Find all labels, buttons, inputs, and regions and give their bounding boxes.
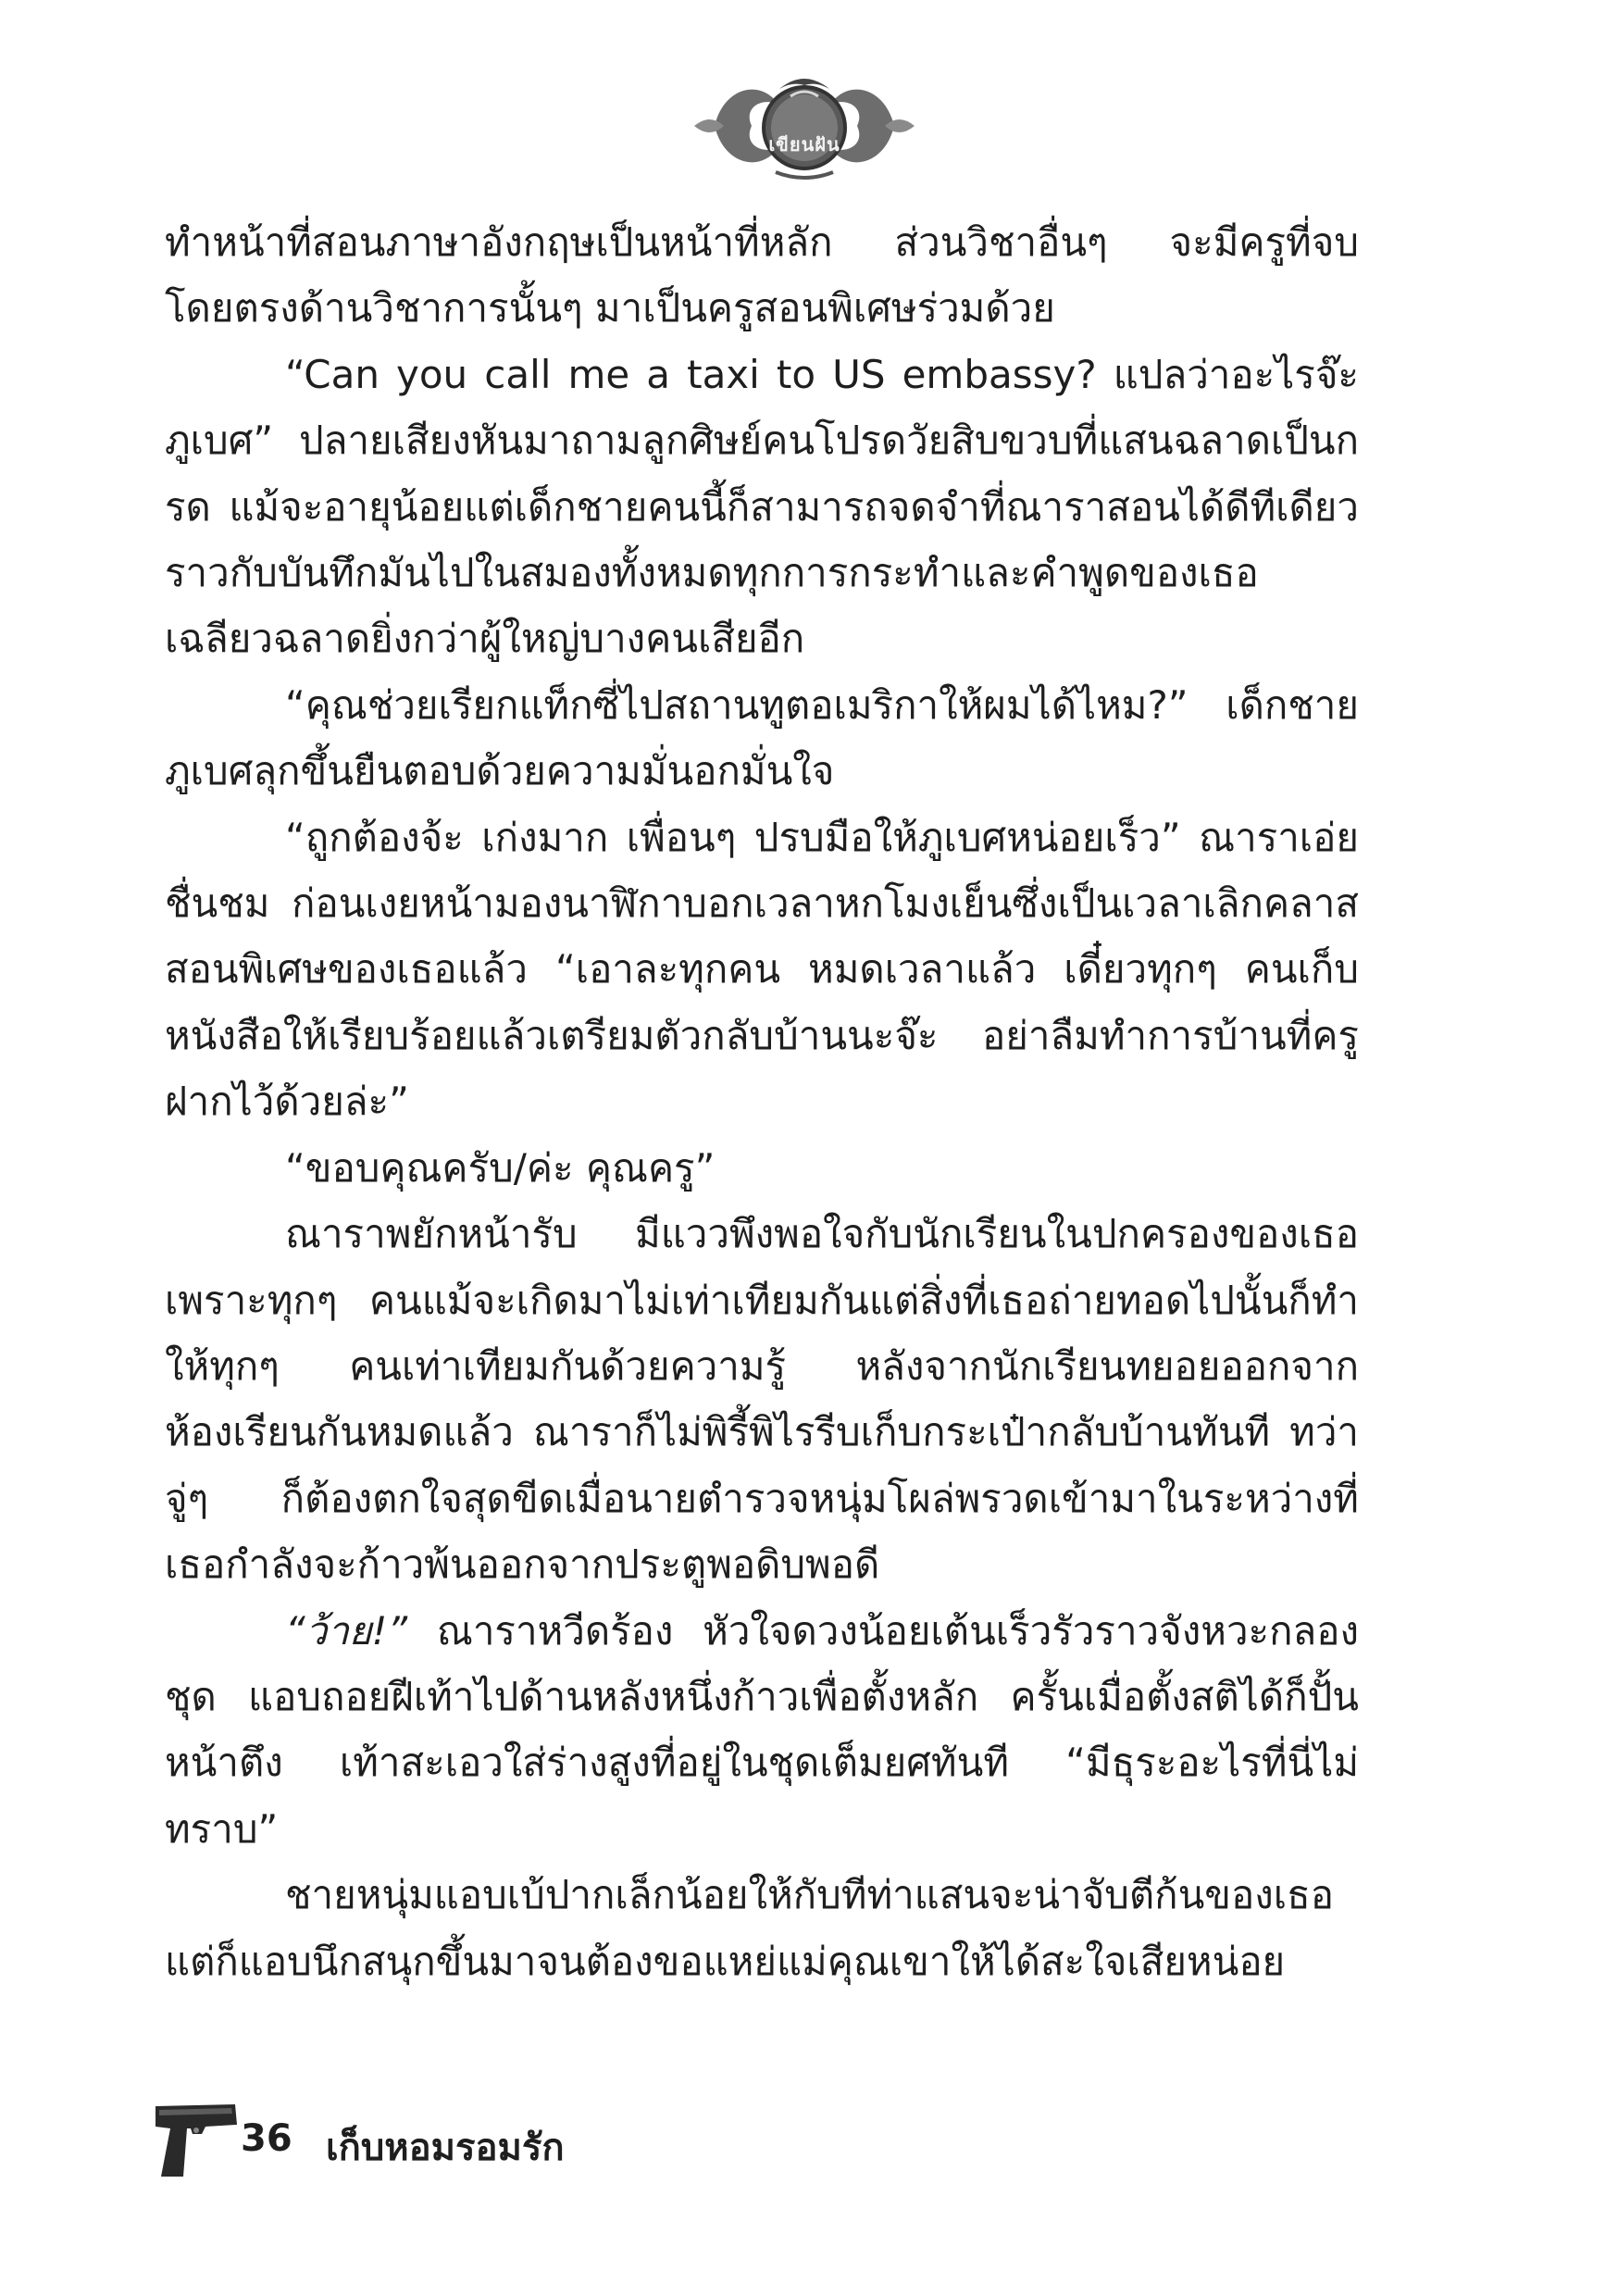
paragraph: “คุณช่วยเรียกแท็กซี่ไปสถานทูตอเมริกาให้ผมได้ไหม?” เด็กชายภูเบศลุกขึ้นยืนตอบด้วยความมั่นอกมั่นใจ [165, 681, 1359, 794]
header-logo [687, 69, 922, 183]
paragraph: “ขอบคุณครับ/ค่ะ คุณครู” [285, 1144, 716, 1191]
logo-text: เขียนฝัน [768, 133, 840, 156]
paragraph: ทำหน้าที่สอนภาษาอังกฤษเป็นหน้าที่หลัก ส่วนวิชาอื่นๆ จะมีครูที่จบโดยตรงด้านวิชาการนั้นๆ มาเป็นครูสอนพิเศษร่วมด้วย [165, 219, 1359, 331]
paragraph: ณาราพยักหน้ารับ มีแววพึงพอใจกับนักเรียนในปกครองของเธอ เพราะทุกๆ คนแม้จะเกิดมาไม่เท่าเทียมกันแต่สิ่งที่เธอถ่ายทอดไปนั้นก็ทำให้ทุกๆ คนเท่าเทียมกันด้วยความรู้ หลังจากนักเรียนทยอยออกจากห้องเรียนกันหมดแล้ว ณาราก็ไม่พิรี้พิไรรีบเก็บกระเป๋ากลับบ้านทันที ทว่าจู่ๆ ก็ต้องตกใจสุดขีดเมื่อนายตำรวจหนุ่มโผล่พรวดเข้ามาในระหว่างที่เธอกำลังจะก้าวพ้นออกจากประตูพอดิบพอดี [165, 1211, 1359, 1588]
book-title: เก็บหอมรอมรัก [326, 2127, 565, 2169]
paragraph-text: ณาราหวีดร้อง หัวใจดวงน้อยเต้นเร็วรัวราวจังหวะกลองชุด แอบถอยฝีเท้าไปด้านหลังหนึ่งก้าวเพื่อตั้งหลัก ครั้นเมื่อตั้งสติได้ก็ปั้นหน้าตึง เท้าสะเอวใส่ร่างสูงที่อยู่ในชุดเต็มยศทันที “มีธุระอะไรที่นี่ไม่ทราบ” [165, 1607, 1359, 1852]
body-text [165, 209, 1359, 1994]
page-number: 36 [241, 2117, 292, 2160]
page-footer [150, 2097, 705, 2199]
paragraph: “Can you call me a taxi to US embassy? แปลว่าอะไรจ๊ะ ภูเบศ” ปลายเสียงหันมาถามลูกศิษย์คนโปรดวัยสิบขวบที่แสนฉลาดเป็นกรด แม้จะอายุน้อยแต่เด็กชายคนนี้ก็สามารถจดจำที่ณาราสอนได้ดีทีเดียว ราวกับบันทึกมันไปในสมองทั้งหมดทุกการกระทำและคำพูดของเธอ เฉลียวฉลาดยิ่งกว่าผู้ใหญ่บางคนเสียอีก [165, 351, 1359, 662]
pistol-icon [150, 2097, 239, 2180]
paragraph: ชายหนุ่มแอบเบ้ปากเล็กน้อยให้กับทีท่าแสนจะน่าจับตีก้นของเธอ แต่ก็แอบนึกสนุกขึ้นมาจนต้องขอแหย่แม่คุณเขาให้ได้สะใจเสียหน่อย [165, 1872, 1334, 1984]
exclamation-italic: “ว้าย!” [285, 1607, 408, 1653]
ornament-emblem-icon [687, 69, 922, 183]
paragraph: “ถูกต้องจ้ะ เก่งมาก เพื่อนๆ ปรบมือให้ภูเบศหน่อยเร็ว” ณาราเอ่ยชื่นชม ก่อนเงยหน้ามองนาฬิกาบอกเวลาหกโมงเย็นซึ่งเป็นเวลาเลิกคลาสสอนพิเศษของเธอแล้ว “เอาละทุกคน หมดเวลาแล้ว เดี๋ยวทุกๆ คนเก็บหนังสือให้เรียบร้อยแล้วเตรียมตัวกลับบ้านนะจ๊ะ อย่าลืมทำการบ้านที่ครูฝากไว้ด้วยล่ะ” [165, 814, 1359, 1125]
paragraph [165, 1598, 1359, 1863]
